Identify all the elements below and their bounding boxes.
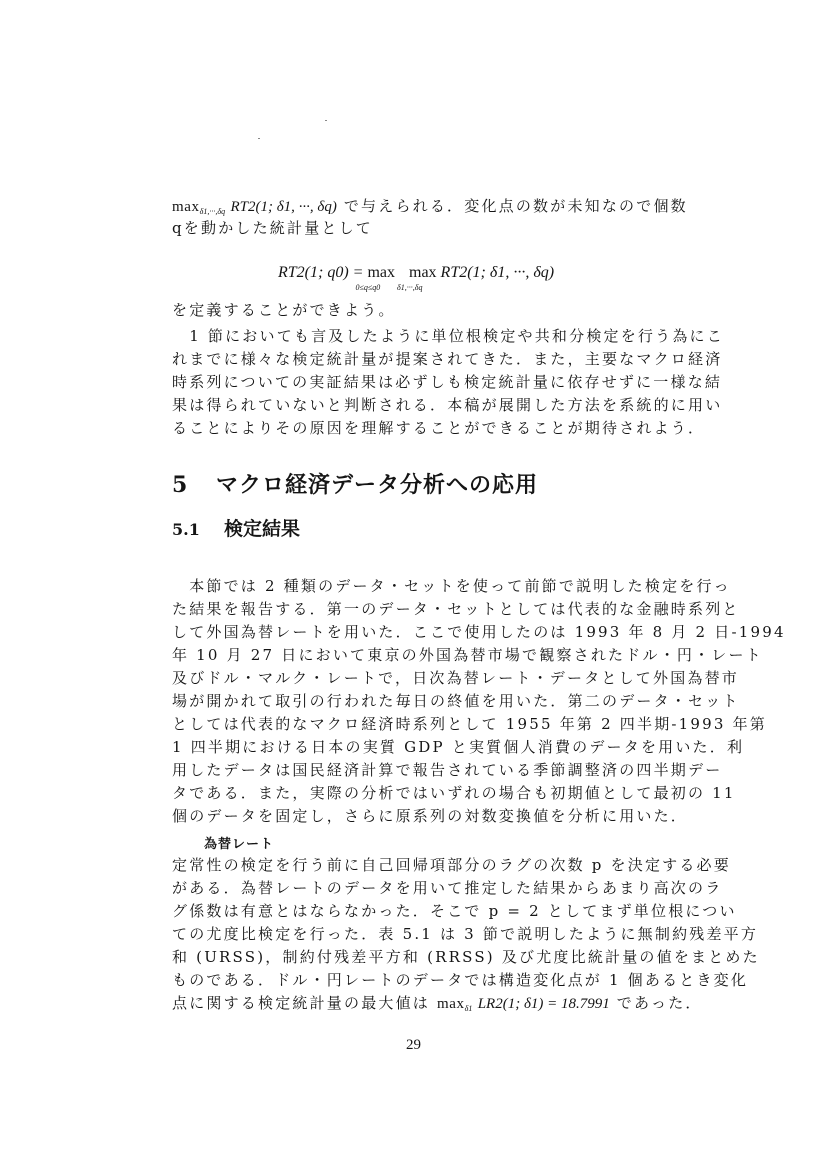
para2-line: 1 四半期における日本の実質 GDP と実質個人消費のデータを用いた．利 <box>172 738 745 756</box>
section-title: マクロ経済データ分析への応用 <box>216 472 539 498</box>
para3-line: ものである．ドル・円レートのデータでは構造変化点が 1 個あるとき変化 <box>172 971 749 989</box>
para3-last-line <box>172 993 703 1016</box>
last-line-sub: δ1 <box>464 1004 473 1013</box>
equation-op1: max <box>367 264 395 281</box>
intro-line-3: を定義することができよう。 <box>172 301 396 319</box>
display-equation <box>278 263 555 292</box>
scan-speck <box>325 120 327 121</box>
para3-line: グ係数は有意とはならなかった．そこで p = 2 としてまず単位根につい <box>172 902 737 920</box>
para2-line: 年 10 月 27 日において東京の外国為替市場で観察されたドル・円・レート <box>172 646 763 664</box>
para2-line: 用したデータは国民経済計算で報告されている季節調整済の四半期デー <box>172 761 723 779</box>
equation-lhs: RT2(1; q0) = <box>278 264 364 281</box>
subsection-number: 5.1 <box>172 520 200 539</box>
equation-max-inner <box>397 263 437 292</box>
max-operator: max <box>172 199 200 215</box>
para2-line: 個のデータを固定し，さらに原系列の対数変換値を分析に用いた． <box>172 807 689 825</box>
section-heading <box>172 468 538 499</box>
equation-op1-range: 0≤q≤q0 <box>355 283 381 292</box>
para3-line: がある．為替レートのデータを用いて推定した結果からあまり高次のラ <box>172 879 723 897</box>
para1-line: 時系列についての実証結果は必ずしも検定統計量に依存せずに一様な結 <box>172 373 723 391</box>
equation-op2: max <box>409 264 437 281</box>
subsection-title: 検定結果 <box>224 518 301 540</box>
intro-line-1 <box>172 196 692 219</box>
para2-line: して外国為替レートを用いた．ここで使用したのは 1993 年 8 月 2 日-1994 <box>172 623 786 641</box>
paragraph-heading: 為替レート <box>204 837 275 852</box>
subsection-heading <box>172 514 300 541</box>
para1-line: れまでに様々な検定統計量が提案されてきた．また，主要なマクロ経済 <box>172 350 723 368</box>
intro-line-1-text: で与えられる．変化点の数が未知なので個数 <box>336 197 688 215</box>
para1-line: 1 節においても言及したように単位根検定や共和分検定を行う為にこ <box>172 327 724 345</box>
statistic-expression: RT2(1; δ1, ···, δq) <box>230 199 337 215</box>
equation-rhs: RT2(1; δ1, ···, δq) <box>440 264 555 281</box>
para3-line: 定常性の検定を行う前に自己回帰項部分のラグの次数 p を決定する必要 <box>172 856 731 874</box>
max-subscript: δ1,···,δq <box>199 207 226 216</box>
para2-line: た結果を報告する．第一のデータ・セットとしては代表的な金融時系列と <box>172 600 740 618</box>
intro-line-2: qを動かした統計量として <box>172 219 374 237</box>
last-line-end: であった． <box>609 994 703 1012</box>
para2-line: 及びドル・マルク・レートで，日次為替レート・データとして外国為替市 <box>172 669 740 687</box>
para3-line: ての尤度比検定を行った．表 5.1 は 3 節で説明したように無制約残差平方 <box>172 925 759 943</box>
para1-line: ることによりその原因を理解することができることが期待されよう． <box>172 419 706 437</box>
last-line-text: 点に関する検定統計量の最大値は <box>172 994 437 1012</box>
para3-line: 和 (URSS)，制約付残差平方和 (RRSS) 及び尤度比統計量の値をまとめた <box>172 948 760 966</box>
para1-line: 果は得られていないと判断される．本稿が展開した方法を系統的に用い <box>172 396 723 414</box>
equation-op2-range: δ1,···,δq <box>397 283 423 292</box>
last-line-max: max <box>436 996 465 1012</box>
scan-speck <box>258 138 260 139</box>
para2-line: としては代表的なマクロ経済時系列として 1955 年第 2 四半期-1993 年第 <box>172 715 768 733</box>
para2-line: 本節では 2 種類のデータ・セットを使って前節で説明した検定を行っ <box>172 577 731 595</box>
section-number: 5 <box>172 472 189 498</box>
equation-max-outer <box>355 263 395 292</box>
page-number: 29 <box>406 1037 421 1053</box>
para2-line: タである．また，実際の分析ではいずれの場合も初期値として最初の 11 <box>172 784 736 802</box>
para2-line: 場が開かれて取引の行われた毎日の終値を用いた．第二のデータ・セット <box>172 692 740 710</box>
last-line-math: LR2(1; δ1) = 18.7991 <box>477 996 610 1012</box>
